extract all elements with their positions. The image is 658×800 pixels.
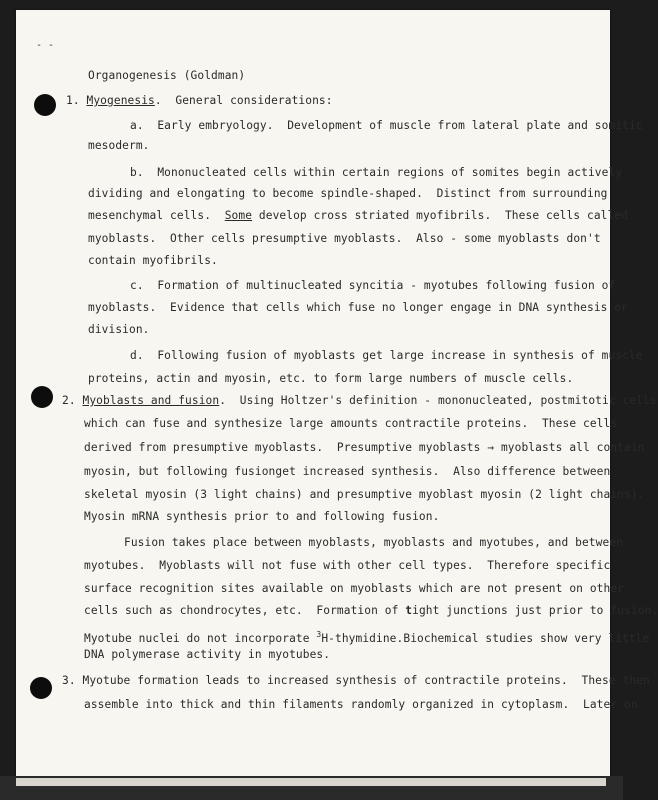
section-1c-line-1: c. Formation of multinucleated syncitia - myotubes following fusion of bbox=[130, 279, 616, 292]
section-3-line-1: 3. Myotube formation leads to increased synthesis of contractile proteins. These then bbox=[62, 674, 650, 687]
section-1c-line-3: division. bbox=[88, 323, 150, 336]
section-1b-line-3: mesenchymal cells. Some develop cross striated myofibrils. These cells called bbox=[88, 209, 629, 222]
stray-mark: - - bbox=[36, 40, 55, 51]
section-1d-line-2: proteins, actin and myosin, etc. to form large numbers of muscle cells. bbox=[88, 372, 574, 385]
section-1a-line-1: a. Early embryology. Development of muscle from lateral plate and somitic bbox=[130, 119, 643, 132]
section-1d-line-1: d. Following fusion of myoblasts get large increase in synthesis of muscle bbox=[130, 349, 643, 362]
section-2-line-5: skeletal myosin (3 light chains) and presumptive myoblast myosin (2 light chains). bbox=[84, 488, 645, 501]
section-2-line-6: Myosin mRNA synthesis prior to and following fusion. bbox=[84, 510, 440, 523]
page-edge-underlay bbox=[16, 778, 606, 786]
section-3-line-2: assemble into thick and thin filaments randomly organized in cytoplasm. Later on bbox=[84, 698, 638, 711]
section-2-para-2-line-4: cells such as chondrocytes, etc. Formation of tight junctions just prior to fusion. bbox=[84, 604, 658, 617]
punch-hole-bottom bbox=[30, 677, 52, 699]
section-2-line-3: derived from presumptive myoblasts. Presumptive myoblasts → myoblasts all contain bbox=[84, 441, 645, 454]
punch-hole-top bbox=[34, 94, 56, 116]
section-2-para-2-line-1: Fusion takes place between myoblasts, myoblasts and myotubes, and between bbox=[124, 536, 623, 549]
section-2-line-4: myosin, but following fusionget increased synthesis. Also difference between bbox=[84, 465, 611, 478]
page-title: Organogenesis (Goldman) bbox=[88, 69, 246, 82]
section-1a-line-2: mesoderm. bbox=[88, 139, 150, 152]
section-2-para-2-line-6: DNA polymerase activity in myotubes. bbox=[84, 648, 331, 661]
section-2-heading: 2. Myoblasts and fusion. Using Holtzer's definition - mononucleated, postmitotic cells bbox=[62, 394, 657, 407]
section-1-heading: 1. Myogenesis. General considerations: bbox=[66, 94, 333, 107]
section-1b-line-2: dividing and elongating to become spindle-shaped. Distinct from surrounding bbox=[88, 187, 608, 200]
section-2-line-2: which can fuse and synthesize large amounts contractile proteins. These cells bbox=[84, 417, 618, 430]
section-1b-line-1: b. Mononucleated cells within certain regions of somites begin actively bbox=[130, 166, 623, 179]
section-1b-line-5: contain myofibrils. bbox=[88, 254, 218, 267]
section-1c-line-2: myoblasts. Evidence that cells which fuse no longer engage in DNA synthesis or bbox=[88, 301, 628, 314]
punch-hole-middle bbox=[31, 386, 53, 408]
section-2-para-2-line-3: surface recognition sites available on myoblasts which are not present on other bbox=[84, 582, 624, 595]
section-2-para-2-line-5: Myotube nuclei do not incorporate $^3$H-thymidine.Biochemical studies show very little bbox=[84, 630, 650, 645]
section-2-para-2-line-2: myotubes. Myoblasts will not fuse with other cell types. Therefore specific bbox=[84, 559, 611, 572]
section-1b-line-4: myoblasts. Other cells presumptive myoblasts. Also - some myoblasts don't bbox=[88, 232, 601, 245]
